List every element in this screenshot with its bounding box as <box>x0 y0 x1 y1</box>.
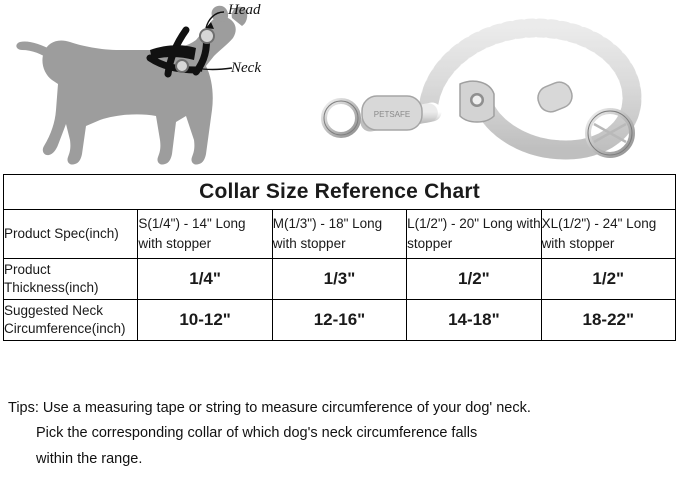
cell-neck-xl: 18-22" <box>541 300 675 341</box>
column-header-spec: Product Spec(inch) <box>4 210 138 259</box>
cell-neck-m: 12-16" <box>272 300 406 341</box>
column-header-m: M(1/3") - 18" Long with stopper <box>272 210 406 259</box>
cell-thickness-l: 1/2" <box>407 259 541 300</box>
dog-head-label: Head <box>228 2 261 18</box>
dog-diagram <box>0 0 310 172</box>
rope-collar-icon <box>310 0 679 172</box>
cell-neck-s: 10-12" <box>138 300 272 341</box>
table-row <box>4 300 676 341</box>
column-header-s: S(1/4") - 14" Long with stopper <box>138 210 272 259</box>
tips-line-1: Tips: Use a measuring tape or string to measure circumference of your dog' neck. <box>8 400 531 416</box>
illustration-area <box>0 0 679 172</box>
dog-neck-label: Neck <box>231 60 261 76</box>
table-header-row <box>4 210 676 259</box>
table-row <box>4 259 676 300</box>
cell-neck-l: 14-18" <box>407 300 541 341</box>
size-chart-table <box>3 174 676 341</box>
column-header-l: L(1/2") - 20" Long with stopper <box>407 210 541 259</box>
size-chart-table-wrapper <box>3 174 676 341</box>
table-title-row <box>4 175 676 210</box>
chart-title: Collar Size Reference Chart <box>4 175 676 210</box>
cell-thickness-s: 1/4" <box>138 259 272 300</box>
dog-silhouette-icon <box>0 0 310 172</box>
row-label-thickness: Product Thickness(inch) <box>4 259 138 300</box>
column-header-xl: XL(1/2") - 24" Long with stopper <box>541 210 675 259</box>
tips-line-3: within the range. <box>36 450 143 467</box>
cell-thickness-m: 1/3" <box>272 259 406 300</box>
collar-photo <box>310 0 679 172</box>
tips-line-2: Pick the corresponding collar of which dog's neck circumference falls <box>36 425 478 442</box>
cell-thickness-xl: 1/2" <box>541 259 675 300</box>
svg-text:PETSAFE: PETSAFE <box>373 110 411 119</box>
tips-block <box>8 396 668 472</box>
row-label-neck-circumference: Suggested Neck Circumference(inch) <box>4 300 138 341</box>
